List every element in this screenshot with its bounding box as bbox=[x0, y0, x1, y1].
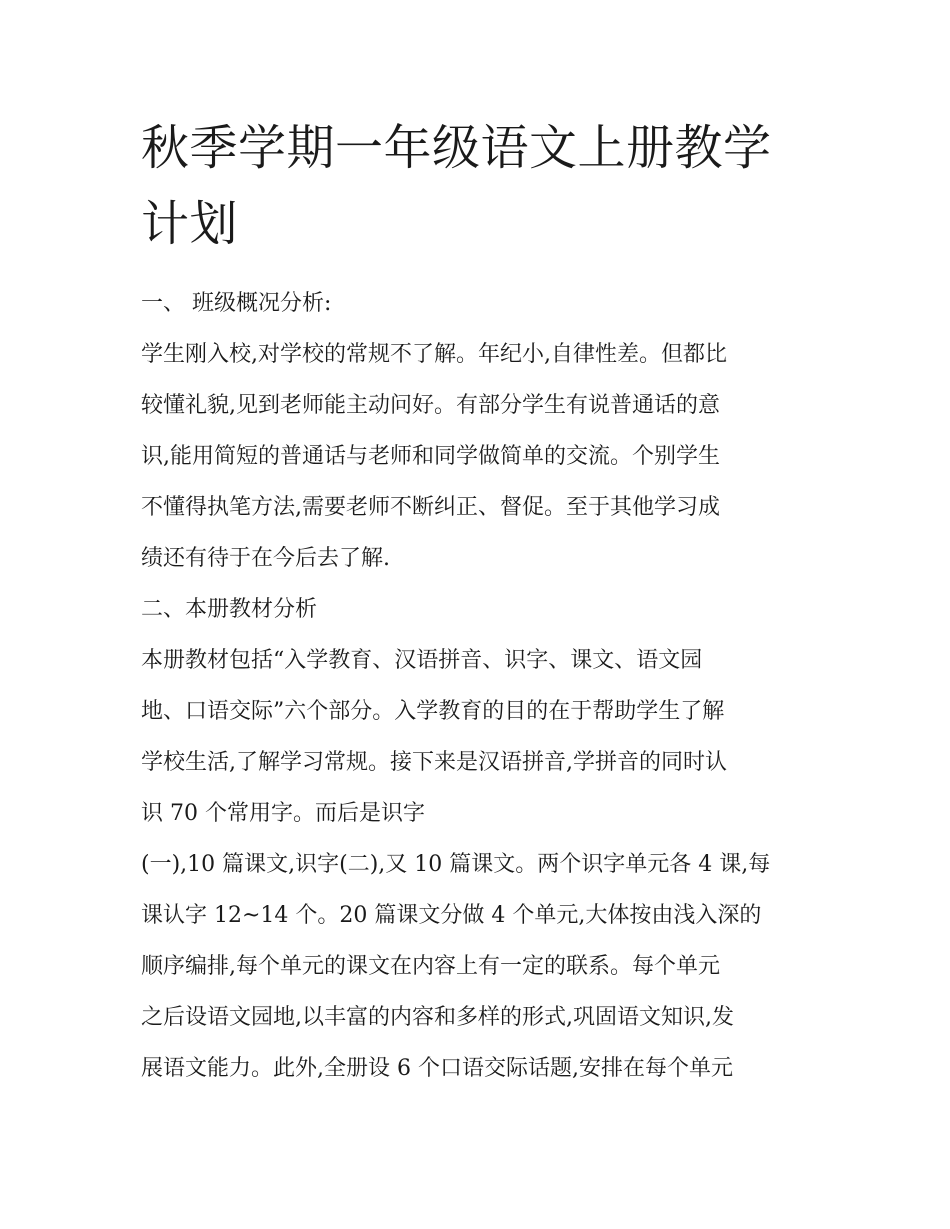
document-content bbox=[141, 110, 805, 1094]
body-line: 之后设语文园地,以丰富的内容和多样的形式,巩固语文知识,发 bbox=[141, 1005, 734, 1030]
section-heading-textbook-analysis: 二、本册教材分析 bbox=[141, 597, 318, 622]
body-line: 识 70 个常用字。而后是识字 bbox=[141, 801, 425, 826]
body-line: 学校生活,了解学习常规。接下来是汉语拼音,学拼音的同时认 bbox=[141, 750, 727, 775]
body-line: 识,能用简短的普通话与老师和同学做简单的交流。个别学生 bbox=[141, 444, 720, 469]
body-line: 较懂礼貌,见到老师能主动问好。有部分学生有说普通话的意 bbox=[141, 393, 720, 418]
body-line: 绩还有待于在今后去了解. bbox=[141, 546, 390, 571]
body-line: (一),10 篇课文,识字(二),又 10 篇课文。两个识字单元各 4 课,每 bbox=[141, 852, 771, 877]
body-line: 课认字 12~14 个。20 篇课文分做 4 个单元,大体按由浅入深的 bbox=[141, 903, 762, 928]
body-line: 本册教材包括“入学教育、汉语拼音、识字、课文、语文园 bbox=[141, 648, 703, 673]
body-line: 顺序编排,每个单元的课文在内容上有一定的联系。每个单元 bbox=[141, 954, 720, 979]
body-line: 不懂得执笔方法,需要老师不断纠正、督促。至于其他学习成 bbox=[141, 495, 720, 520]
section-heading-class-overview: 一、 班级概况分析: bbox=[141, 291, 332, 316]
body-line: 展语文能力。此外,全册设 6 个口语交际话题,安排在每个单元 bbox=[141, 1056, 733, 1081]
document-title: 秋季学期一年级语文上册教学计划 bbox=[141, 120, 772, 252]
body-line: 地、口语交际”六个部分。入学教育的目的在于帮助学生了解 bbox=[141, 699, 725, 724]
body-line: 学生刚入校,对学校的常规不了解。年纪小,自律性差。但都比 bbox=[141, 342, 727, 367]
